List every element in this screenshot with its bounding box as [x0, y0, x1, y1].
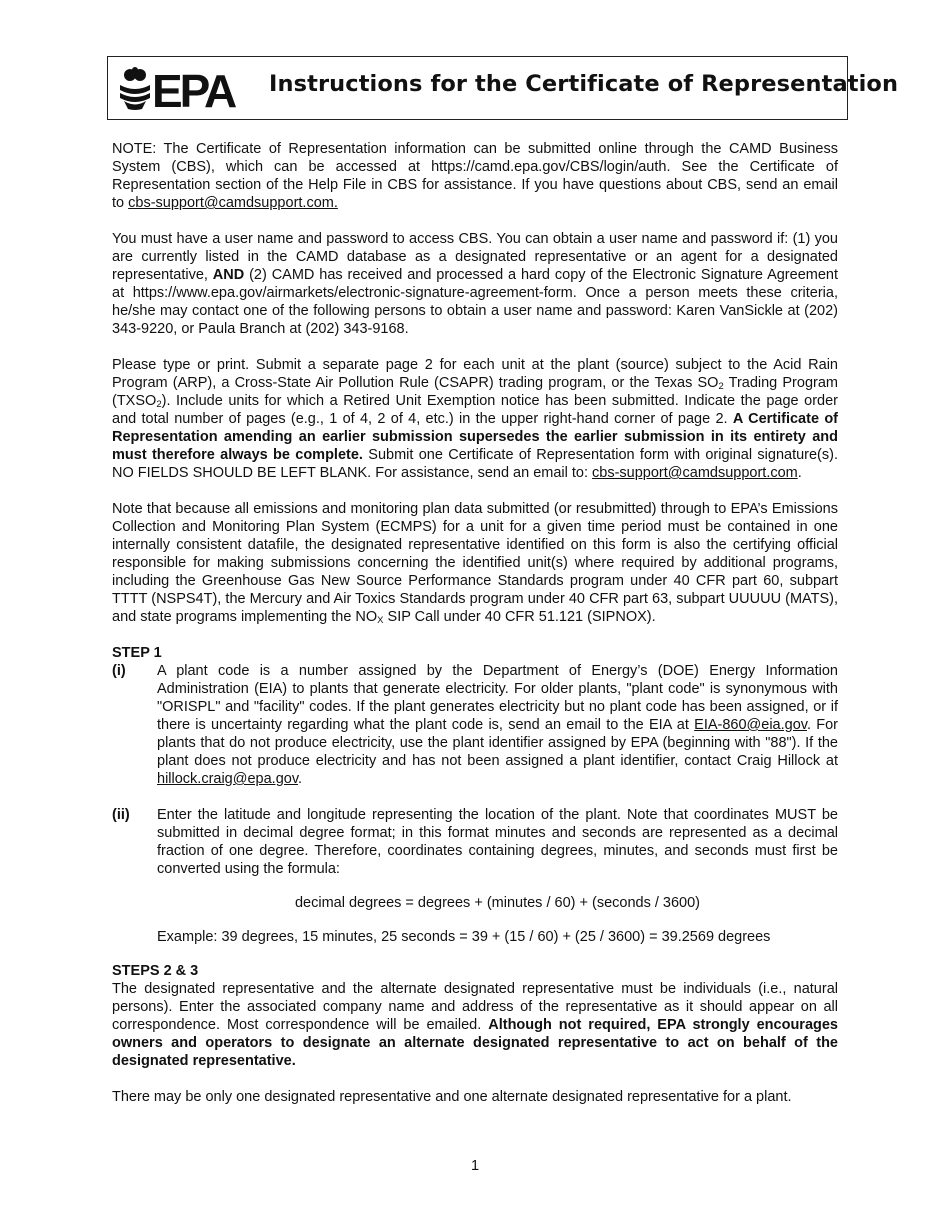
paragraph-designated-representatives: The designated representative and the alternate designated representative must be individuals (i.e., natural persons). Enter the associated company name and address of the representative as it should appear on all correspondence. Most correspondence will be emailed. Although not required, EPA strongly encourages owners and operators to designate an alternate designated representative to act on behalf of the designated representative.: [112, 981, 839, 1069]
paragraph-login-requirements: You must have a user name and password to access CBS. You can obtain a user name and password if: (1) you are currently listed in the CAMD database as a designated representative or an agent for a designated representative, AND (2) CAMD has received and processed a hard copy of the Electronic Signature Agreement at https://www.epa.gov/airmarkets/electronic-signature-agreement-form. Once a person meets these criteria, he/she may contact one of the following persons to obtain a user name and password: Karen VanSickle at (202) 343-9220, or Paula Branch at (202) 343-9168.: [112, 231, 838, 337]
hillock-email-link[interactable]: hillock.craig@epa.gov: [157, 771, 298, 787]
item-number: (ii): [112, 807, 130, 823]
formula-example: Example: 39 degrees, 15 minutes, 25 seconds = 39 + (15 / 60) + (25 / 3600) = 39.2569 degrees: [157, 929, 771, 945]
page-number: 1: [470, 1158, 480, 1174]
cbs-support-email-link[interactable]: cbs-support@camdsupport.com.: [128, 195, 338, 211]
paragraph-submission-instructions: Please type or print. Submit a separate page 2 for each unit at the plant (source) subject to the Acid Rain Program (ARP), a Cross-State Air Pollution Rule (CSAPR) trading program, or the Texas $SO_2$ Trading Program $(TXSO_2)$. Include units for which a Retired Unit Exemption notice has been submitted. Indicate the page order and total number of pages (e.g., 1 of 4, 2 of 4, etc.) in the upper right-hand corner of page 2. A Certificate of Representation amending an earlier submission supersedes the earlier submission in its entirety and must therefore always be complete. Submit one Certificate of Representation form with original signature(s). NO FIELDS SHOULD BE LEFT BLANK. For assistance, send an email to: cbs-support@camdsupport.com.: [112, 357, 839, 481]
svg-text:EPA: EPA: [152, 67, 235, 111]
step1-item-plant-code: (i) A plant code is a number assigned by the Department of Energy’s (DOE) Energy Information Administration (EIA) to plants that generate electricity. For older plants, "plant code" is synonymous with "ORISPL" and "facility" codes. If the plant generates electricity but no plant code has been assigned, or if there is uncertainty regarding what the plant code is, send an email to the EIA at EIA-860@eia.gov. For plants that do not produce electricity, use the plant identifier assigned by EPA (beginning with "88"). If the plant does not produce electricity and has not been assigned a plant identifier, contact Craig Hillock at hillock.craig@epa.gov.: [112, 663, 838, 787]
steps23-heading: STEPS 2 & 3: [112, 963, 199, 979]
paragraph-cbs-note: NOTE: The Certificate of Representation information can be submitted online through the CAMD Business System (CBS), which can be accessed at https://camd.epa.gov/CBS/login/auth. See the Certificate of Representation section of the Help File in CBS for assistance. If you have questions about CBS, send an email to cbs-support@camdsupport.com.: [112, 141, 838, 211]
epa-logo-icon: [118, 67, 244, 111]
document-title: Instructions for the Certificate of Representation: [269, 71, 899, 97]
paragraph-ecmps-note: Note that because all emissions and monitoring plan data submitted (or resubmitted) through to EPA’s Emissions Collection and Monitoring Plan System (ECMPS) for a unit for a given time period must be contained in one internally consistent datafile, the designated representative identified on this form is also the certifying official responsible for making submissions concerning the identified unit(s) where required by additional programs, including the Greenhouse Gas New Source Performance Standards program under 40 CFR part 60, subpart TTTT (NSPS4T), the Mercury and Air Toxics Standards program under 40 CFR part 63, subpart UUUUU (MATS), and state programs implementing the $NO_X$ SIP Call under 40 CFR 51.121 (SIPNOX).: [112, 501, 838, 626]
decimal-degree-formula: decimal degrees = degrees + (minutes / 60) + (seconds / 3600): [294, 895, 701, 911]
paragraph-one-representative: There may be only one designated representative and one alternate designated representative for a plant.: [112, 1089, 792, 1105]
item-number: (i): [112, 663, 126, 679]
document-header: [107, 56, 899, 120]
step1-item-coordinates: (ii) Enter the latitude and longitude representing the location of the plant. Note that coordinates MUST be submitted in decimal degree format; in this format minutes and seconds are represented as a decimal fraction of one degree. Therefore, coordinates containing degrees, minutes, and seconds must first be converted using the formula:: [112, 807, 838, 877]
eia-email-link[interactable]: EIA-860@eia.gov: [694, 717, 807, 733]
document-body: [112, 140, 838, 1106]
cbs-support-email-link-2[interactable]: cbs-support@camdsupport.com: [592, 465, 798, 481]
step1-heading: STEP 1: [112, 645, 162, 661]
